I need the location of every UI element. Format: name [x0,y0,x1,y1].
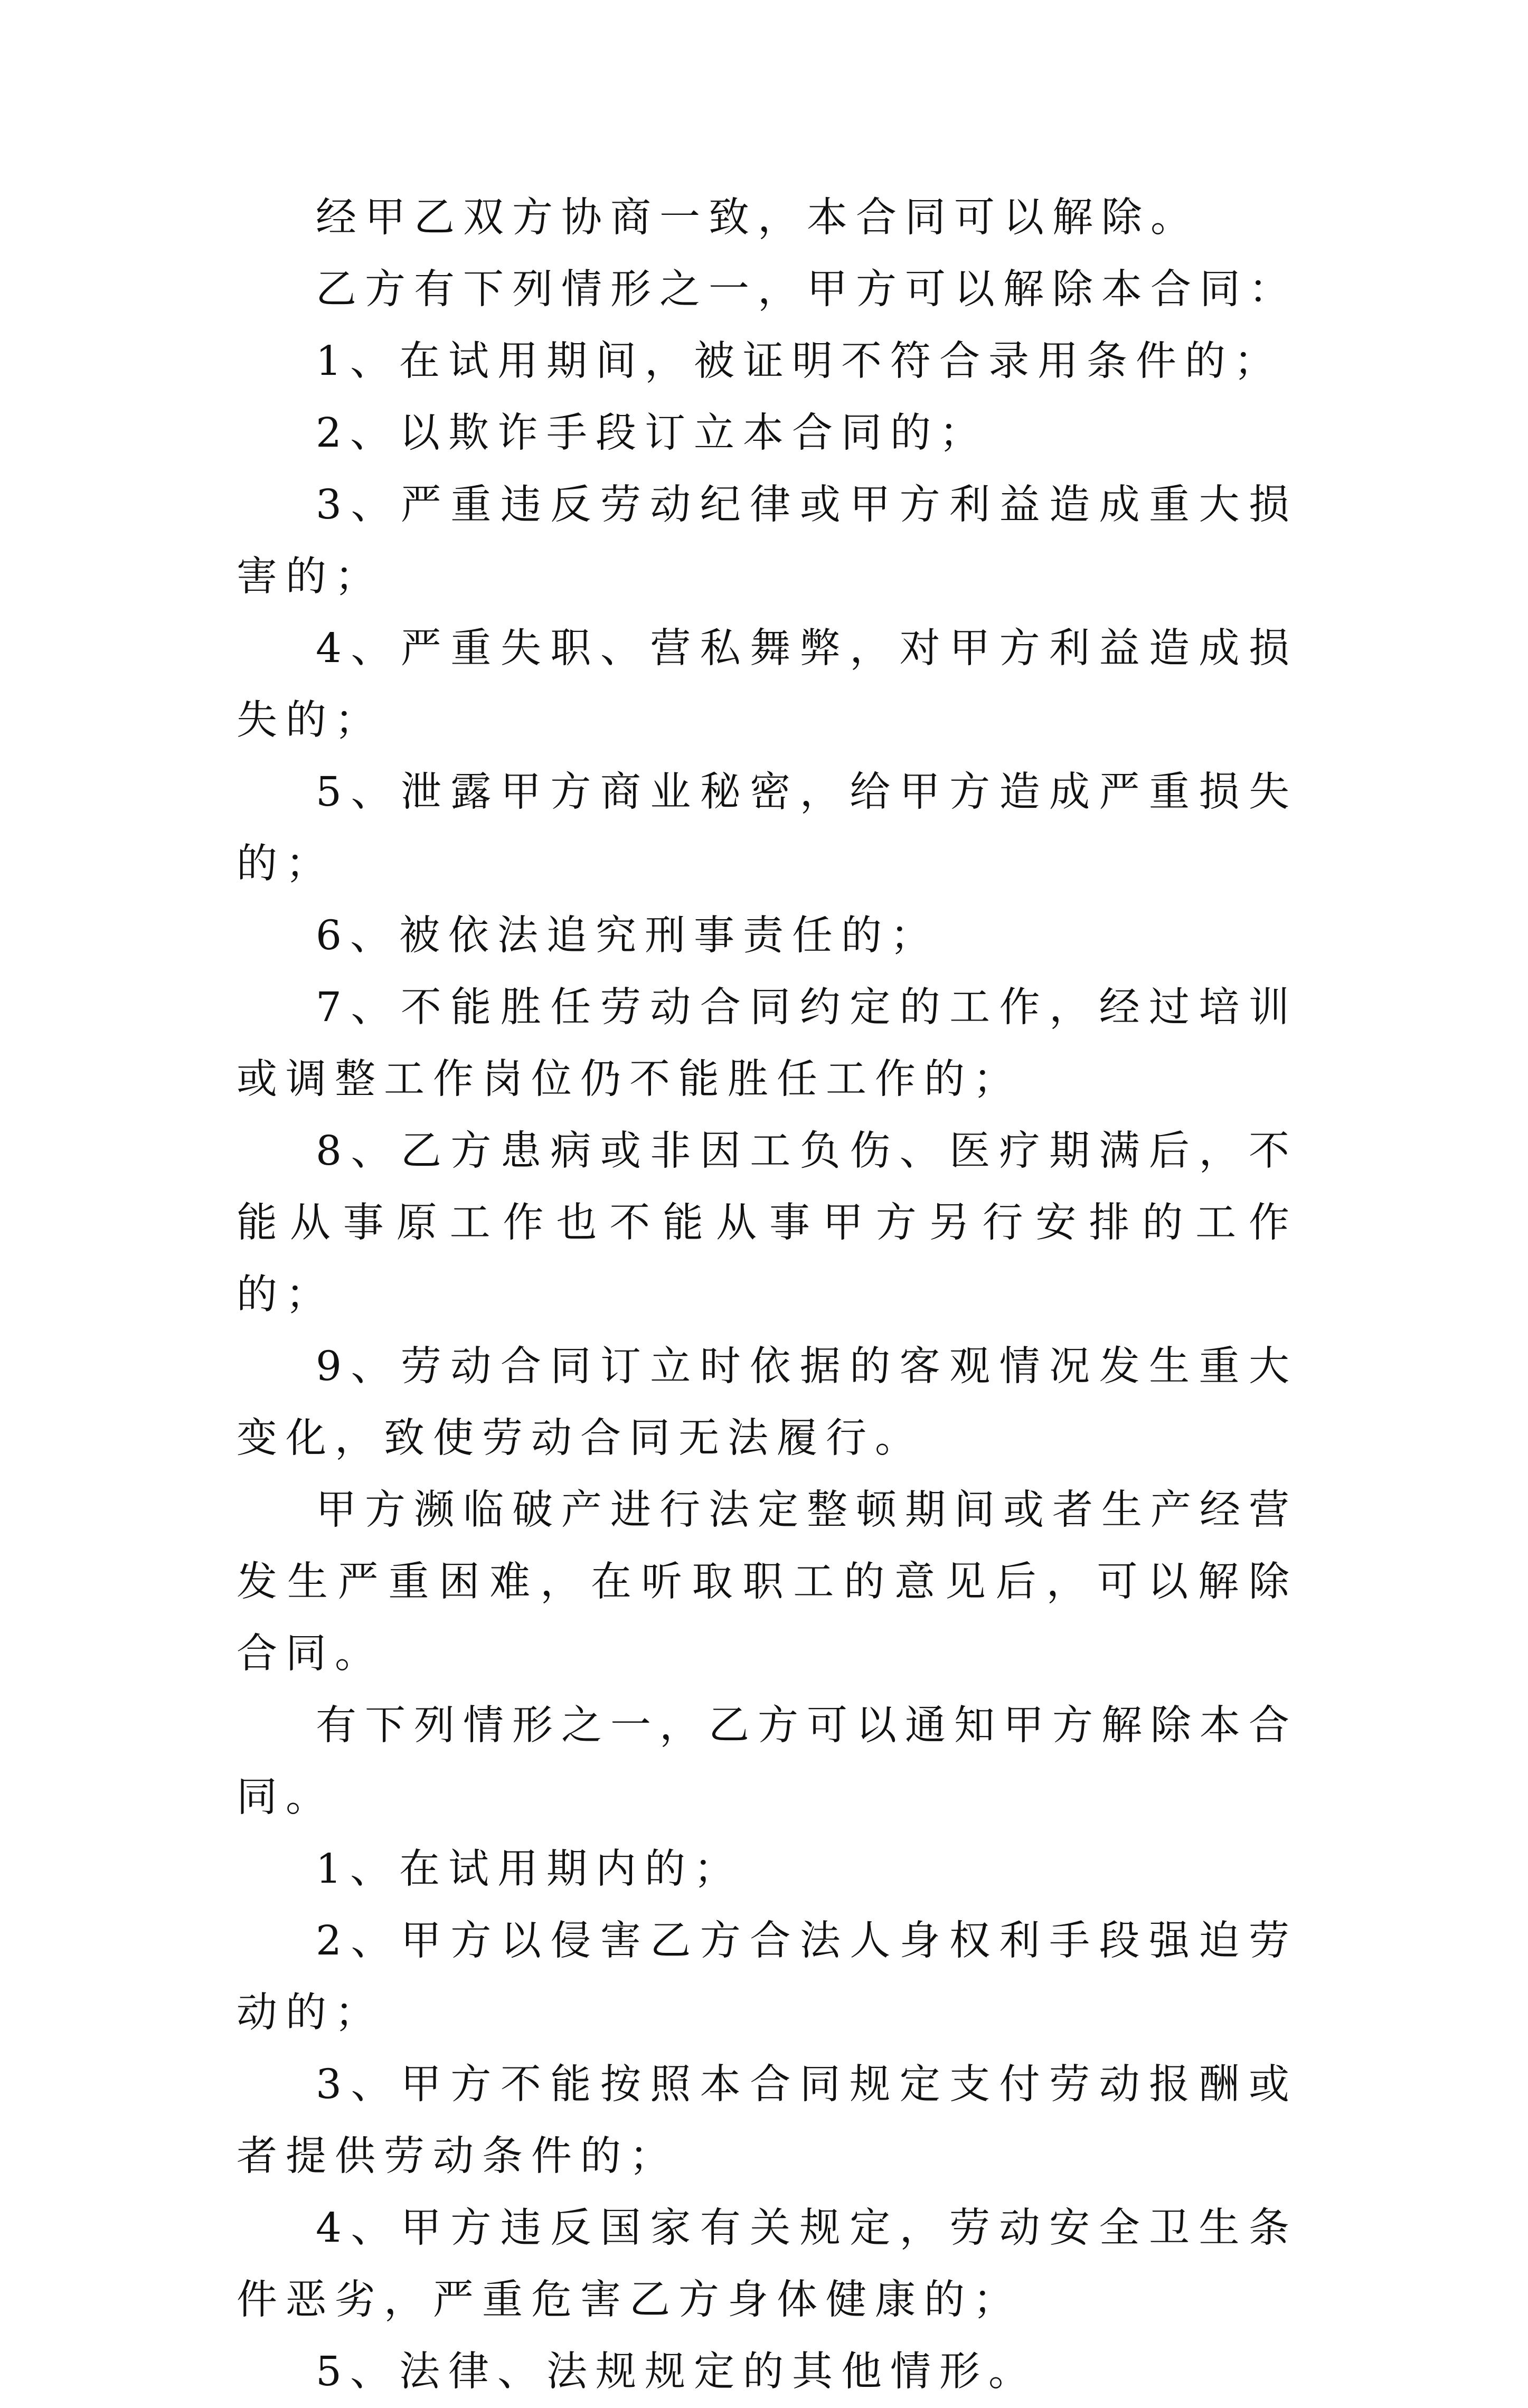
document-body [237,182,1298,2408]
list-item: 2、以欺诈手段订立本合同的； [316,410,988,457]
list-item: 6、被依法追究刑事责任的； [316,912,939,959]
paragraph: 有下列情形之一，乙方可以通知甲方解除本合同。 [237,1702,1298,1821]
list-item: 4、严重失职、营私舞弊，对甲方利益造成损失的； [237,625,1298,744]
list-item: 4、甲方违反国家有关规定，劳动安全卫生条件恶劣，严重危害乙方身体健康的； [237,2205,1298,2324]
paragraph: 经甲乙双方协商一致，本合同可以解除。 [316,194,1200,241]
list-item: 1、在试用期间，被证明不符合录用条件的； [316,338,1283,385]
list-item: 5、法律、法规规定的其他情形。 [316,2348,1037,2395]
paragraph: 乙方有下列情形之一，甲方可以解除本合同： [316,266,1298,313]
list-item: 1、在试用期内的； [316,1846,743,1893]
list-item: 3、严重违反劳动纪律或甲方利益造成重大损害的； [237,481,1298,600]
list-item: 3、甲方不能按照本合同规定支付劳动报酬或者提供劳动条件的； [237,2061,1298,2180]
list-item: 9、劳动合同订立时依据的客观情况发生重大变化，致使劳动合同无法履行。 [237,1343,1298,1462]
list-item: 8、乙方患病或非因工负伤、医疗期满后，不能从事原工作也不能从事甲方另行安排的工作的； [237,1128,1298,1318]
paragraph: 甲方濒临破产进行法定整顿期间或者生产经营发生严重困难，在听取职工的意见后，可以解除合同。 [237,1487,1298,1677]
list-item: 7、不能胜任劳动合同约定的工作，经过培训或调整工作岗位仍不能胜任工作的； [237,984,1298,1103]
list-item: 5、泄露甲方商业秘密，给甲方造成严重损失的； [237,769,1298,887]
list-item: 2、甲方以侵害乙方合法人身权利手段强迫劳动的； [237,1918,1298,2036]
